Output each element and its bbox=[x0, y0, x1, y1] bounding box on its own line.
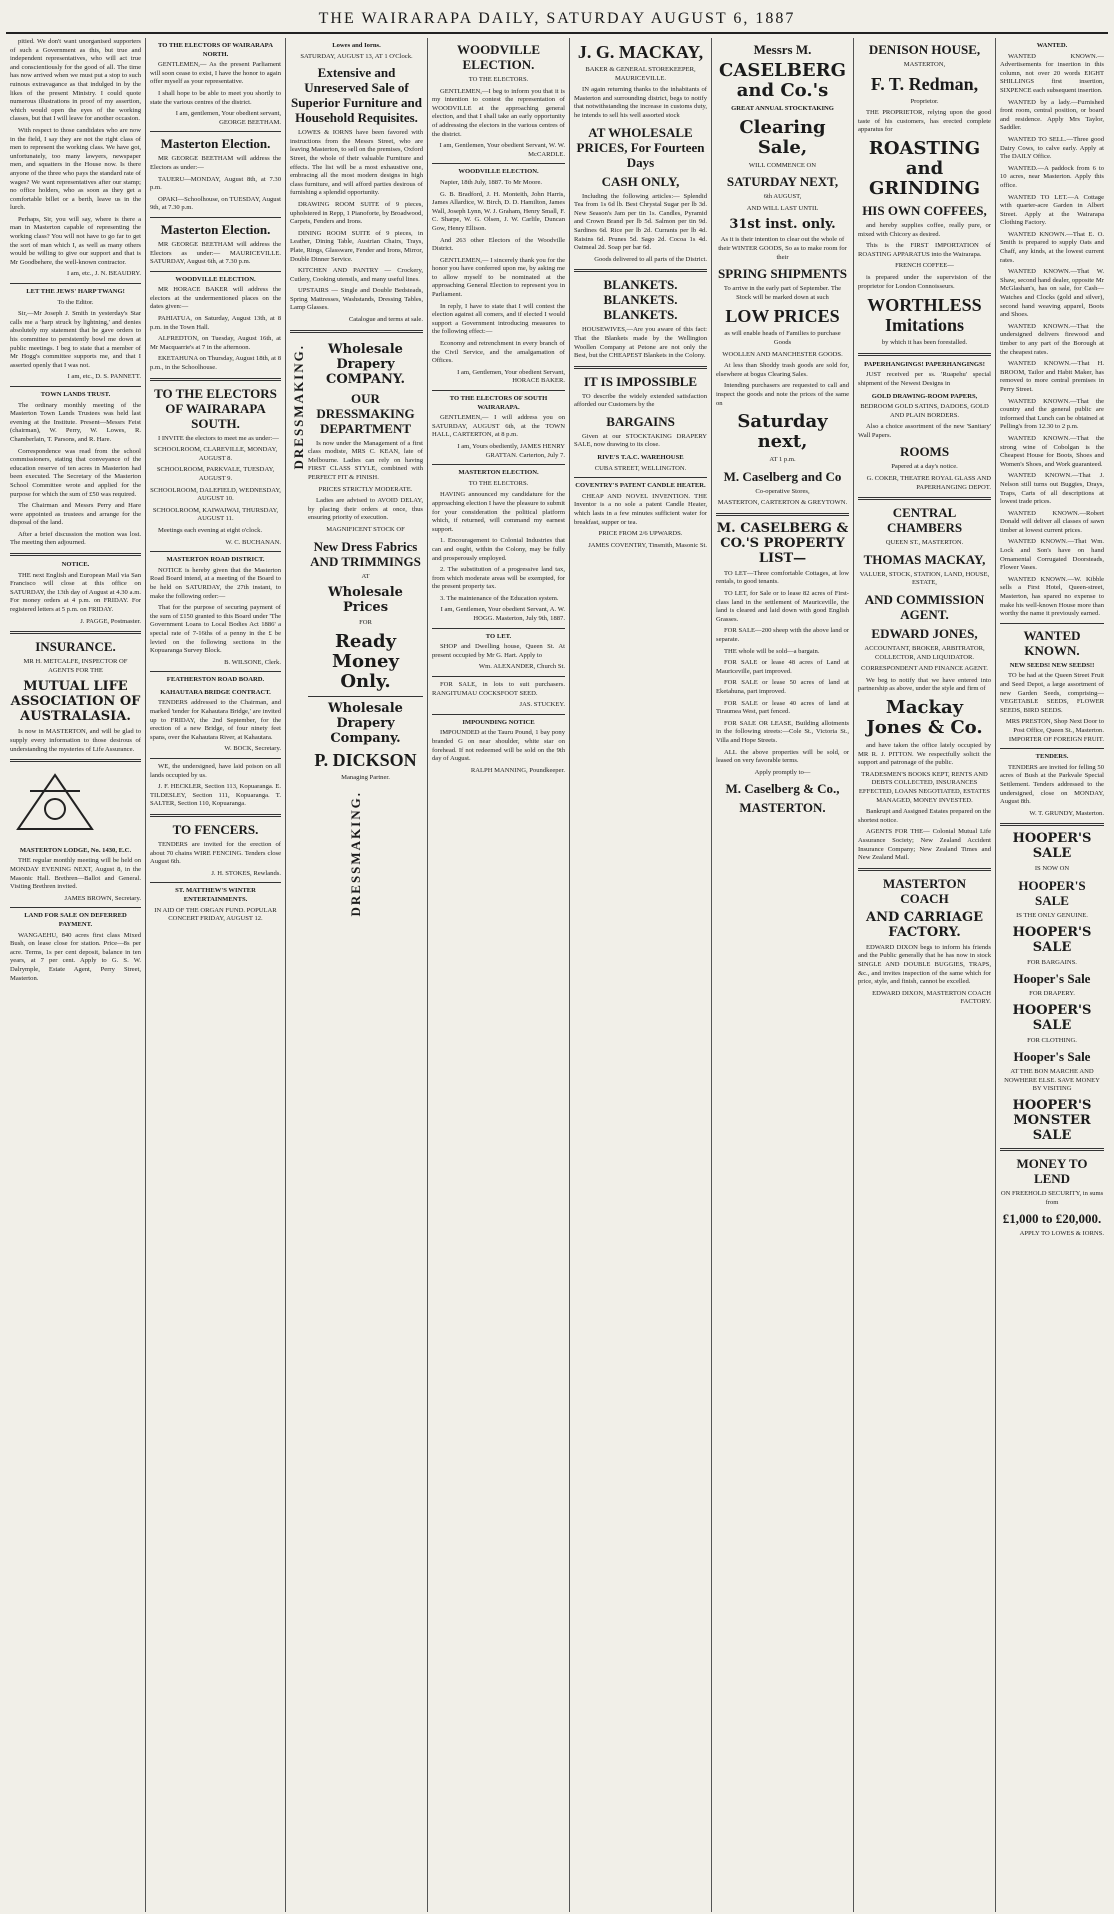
divider bbox=[150, 551, 281, 552]
divider bbox=[150, 882, 281, 883]
divider bbox=[10, 907, 141, 908]
property-item: FOR SALE or lease 40 acres of land at Tiraumea West, part fenced. bbox=[716, 699, 849, 716]
hooper-text: AT THE BON MARCHE AND NOWHERE ELSE. SAVE MONEY BY VISITING bbox=[1004, 1068, 1100, 1093]
caselberg-text: Intending purchasers are requested to call and inspect the goods and note the prices of the same on bbox=[716, 382, 849, 407]
caselberg-text: WOOLLEN AND MANCHESTER GOODS. bbox=[722, 350, 843, 358]
notice-heading: FEATHERSTON ROAD BOARD. bbox=[166, 676, 265, 684]
notice-subheading: KAHAUTARA BRIDGE CONTRACT. bbox=[160, 688, 271, 696]
wanted-item: WANTED KNOWN.—W. Kibble sells a First Hotel, Queen-street, Masterton, has spared no expense to make his well-known House more than worthy the name it previously earned. bbox=[1000, 575, 1104, 618]
candle-heater-price: PRICE FROM 2/6 UPWARDS. bbox=[598, 530, 683, 538]
election-heading: TO THE ELECTORS OF SOUTH WAIRARAPA. bbox=[449, 395, 548, 411]
denison-paragraph: This is the FIRST IMPORTATION of ROASTING APPARATUS into the Wairarapa. bbox=[858, 242, 991, 258]
election-paragraph: 1. Encouragement to Colonial Industries that can and ought, within the Colony, may be fully and prosperously employed. bbox=[432, 537, 565, 562]
caselberg-text: 6th AUGUST, bbox=[763, 193, 802, 201]
caselberg-footer-name: M. Caselberg & Co., bbox=[725, 781, 840, 797]
notice-signature: I am, gentlemen, Your obedient servant, GEORGE BEETHAM. bbox=[175, 110, 281, 126]
divider bbox=[858, 353, 991, 356]
election-signature: I am, Gentlemen, Your obedient Servant, A. W. HOGG. Masterton, July 9th, 1887. bbox=[440, 606, 565, 623]
department-name: OUR DRESSMAKING DEPARTMENT bbox=[316, 390, 415, 436]
caselberg-text: To arrive in the early part of September. The Stock will be marked down at such bbox=[723, 285, 842, 301]
hooper-headline: HOOPER'S SALE bbox=[1012, 1002, 1092, 1033]
store-name: J. G. MACKAY, bbox=[577, 42, 704, 62]
property-item: FOR SALE—200 sheep with the above land or separate. bbox=[716, 627, 849, 644]
to-let-heading: TO LET. bbox=[485, 632, 512, 640]
masonic-emblem-icon bbox=[10, 771, 100, 835]
insurance-company-name: MUTUAL LIFE ASSOCIATION OF AUSTRALASIA. bbox=[10, 679, 141, 725]
divider bbox=[716, 513, 849, 516]
denison-text: by which it has been forestalled. bbox=[881, 339, 968, 347]
store-price-list: Including the following articles:— Splendid Tea from 1s 6d lb. Best Chrystal Sugar per lb 3d. New Season's Jam per tin 1s. Candles, Pyramid and Crown Brand per lb 5d. Salmon per tin 9d. Sardines 6d. Rice per lb 2d. Currants per lb 4d. Raisins 6d. Prunes 5d. Sago 2d. Cocoa 1s 4d. Oatmeal 2d. Soap per bar 6d. bbox=[574, 192, 707, 252]
wanted-item: WANTED KNOWN.—That J. Nelson still turns out Buggies, Drays, Traps, Carts of all descriptions at lowest trade prices. bbox=[1000, 472, 1104, 506]
company-name: Wholesale Drapery COMPANY. bbox=[326, 341, 405, 387]
property-item: TO LET—Three comfortable Cottages, at low rentals, to good tenants. bbox=[716, 569, 849, 586]
paperhangings-paragraph: Also a choice assortment of the new 'Sanitary' Wall Papers. bbox=[858, 423, 991, 439]
divider bbox=[432, 628, 565, 629]
divider bbox=[10, 553, 141, 556]
election-paragraph: G. B. Bradford, J. H. Monteith, John Harris, James Allardice, W. Birch, D. D. Hamilton, James Wall, Joseph Lynn, W. J. Graham, Henry Small, F. C. Sharpe, W. G. Olsen, J. W. Carlile, Duncan Gow, Henry Ellison. bbox=[432, 190, 565, 232]
coach-paragraph: EDWARD DIXON begs to inform his friends and the Public generally that he has now in stock SINGLE AND DOUBLE BUGGIES, TRAPS, &c., and invites inspection of the same which for price, style, and finish, cannot be excelled. bbox=[858, 943, 991, 986]
caselberg-store-name: M. Caselberg and Co bbox=[723, 468, 842, 484]
ad-headline: New Dress Fabrics AND TRIMMINGS bbox=[310, 538, 421, 569]
letter-paragraph: pitied. We don't want unorganised supporters of such a Government as this, but true and independent representatives, who will act true and conscientiously for the good of all. The time has now arrived when we must put a stop to such ruinous extravagance as that indulged in by the likes of the present Ministry. I could quote numerous illustrations in proof of my assertion, which would open the eyes of the working classes, but that I will leave for another occasion. bbox=[10, 38, 141, 123]
wanted-item: WANTED KNOWN.—Robert Donald will deliver all classes of sawn timber at lowest current prices. bbox=[1000, 509, 1104, 534]
concert-heading: ST. MATTHEW'S WINTER ENTERTAINMENTS. bbox=[175, 887, 256, 903]
caselberg-text: As it is their intention to clear out the whole of their WINTER GOODS, So as to make room for their bbox=[718, 236, 847, 261]
proprietor-name: F. T. Redman, bbox=[870, 73, 979, 94]
wanted-item: WANTED KNOWN.—That the undersigned delivers firewood and timber to any part of the Borough at the cheapest rates. bbox=[1000, 322, 1104, 356]
hooper-headline: HOOPER'S SALE bbox=[1012, 924, 1092, 955]
impossible-paragraph: TO describe the widely extended satisfaction afforded our Customers by the bbox=[574, 392, 707, 409]
notice-paragraph: THE next English and European Mail via San Francisco will close at this office on SATURDAY, the 13th day of August at 4.30 a.m. For money orders at 4 p.m. on FRIDAY. For registered letters at 5 p.m. on FRIDAY. bbox=[10, 571, 141, 614]
store-headline: CASH ONLY, bbox=[601, 173, 680, 189]
wanted-item: WANTED KNOWN.—That E. O. Smith is prepared to supply Oats and Chaff, any kinds, at the lowest current rates. bbox=[1000, 230, 1104, 264]
ad-text: PRICES STRICTLY MODERATE. bbox=[318, 485, 413, 493]
wanted-item: WANTED KNOWN.—That Wm. Lock and Son's have on hand Ornamental Corrugated Doorsteads, Flower Vases. bbox=[1000, 538, 1104, 572]
caselberg-text: At less than Shoddy trash goods are sold for, elsewhere at bogus Clearing Sales. bbox=[716, 362, 849, 378]
wanted-heading: WANTED. bbox=[1036, 42, 1068, 49]
caselberg-headline: 31st inst. only. bbox=[729, 217, 836, 233]
meeting-item: SCHOOLROOM, PARKVALE, TUESDAY, AUGUST 9. bbox=[156, 466, 275, 482]
divider bbox=[1000, 623, 1104, 624]
partnership-name: Mackay Jones & Co. bbox=[866, 697, 983, 738]
divider bbox=[574, 477, 707, 478]
property-list-heading: M. CASELBERG & CO.'S PROPERTY LIST— bbox=[716, 520, 849, 566]
candle-heater-heading: COVENTRY'S PATENT CANDLE HEATER. bbox=[575, 482, 706, 490]
lodge-paragraph: THE regular monthly meeting will be held on MONDAY EVENING NEXT, August 8, in the Masonic Hall. Brethren—Ballot and General. Visiting Brethren invited. bbox=[10, 857, 141, 891]
warehouse-address: CUBA STREET, WELLINGTON. bbox=[594, 464, 687, 472]
election-paragraph: HAVING announced my candidature for the approaching election I have the pleasure to submit for your consideration the political platform which, if returned, will command my earnest support. bbox=[432, 491, 565, 533]
wanted-item: WANTED KNOWN.—That H. BROOM, Tailor and Habit Maker, has removed to more central premises in Perry Street. bbox=[1000, 360, 1104, 393]
caselberg-footer-town: MASTERTON. bbox=[739, 800, 826, 816]
divider bbox=[290, 330, 423, 333]
agent-heading: AND COMMISSION AGENT. bbox=[864, 592, 985, 623]
masthead: THE WAIRARAPA DAILY, SATURDAY AUGUST 6, 1887 bbox=[6, 6, 1108, 34]
notice-paragraph: I shall hope to be able to meet you shortly to state the various centres of the district. bbox=[150, 89, 281, 106]
agent-name: EDWARD JONES, bbox=[871, 626, 978, 642]
fencers-heading: TO FENCERS. bbox=[172, 822, 259, 837]
poison-list: J. F. HECKLER, Section 113, Kopuaranga. E. TILDESLEY, Section 111, Kopuaranga. T. SALTER, Section 110, Kopuaranga. bbox=[150, 783, 281, 808]
letter-paragraph: Perhaps, Sir, you will say, where is there a man in Masterton capable of representing the working class? You will not have to go far to get the sort of man which I, as well as many others would be willing to give our support and that is Mr Goodbehere, the well-known contractor. bbox=[10, 215, 141, 266]
denison-paragraph: is prepared under the supervision of the proprietor for London Connoisseurs. bbox=[858, 273, 991, 290]
wanted-item: WANTED.—A paddock from 6 to 10 acres, near Masterton. Apply this office. bbox=[1000, 164, 1104, 189]
bargains-heading: BARGAINS bbox=[606, 413, 675, 429]
denison-text: FRENCH COFFEE— bbox=[895, 262, 954, 270]
article-paragraph: After a brief discussion the motion was lost. The meeting then adjourned. bbox=[10, 530, 141, 547]
caselberg-date-headline: SATURDAY NEXT, bbox=[726, 174, 839, 190]
election-paragraph: MR GEORGE BEETHAM will address the Electors as under:— MAURICEVILLE. SATURDAY, August 6th, at 7.30 p.m. bbox=[150, 240, 281, 266]
agents-list: AGENTS FOR THE— Colonial Mutual Life Assurance Society; New Zealand Accident Insurance Company; New Zealand Times and New Zealand Mail. bbox=[858, 828, 991, 862]
tenders-paragraph: TENDERS are invited for felling 50 acres of Bush at the Parkvale Special Settlement. Tenders addressed to the undersigned, close on MONDAY, August 8th. bbox=[1000, 763, 1104, 806]
article-subheading: To the Editor. bbox=[57, 298, 94, 306]
divider bbox=[1000, 1148, 1104, 1151]
meeting-item: SCHOOLROOM, DALEFIELD, WEDNESDAY, AUGUST 10. bbox=[150, 486, 281, 503]
seed-signature: JAS. STUCKEY. bbox=[519, 701, 565, 709]
impounding-heading: IMPOUNDING NOTICE bbox=[462, 718, 535, 726]
store-footer: Goods delivered to all parts of the District. bbox=[594, 255, 707, 263]
divider bbox=[432, 676, 565, 677]
lodge-heading: MASTERTON LODGE, No. 1430, E.C. bbox=[19, 846, 132, 854]
hooper-text: IS NOW ON bbox=[1034, 865, 1070, 873]
property-item: THE whole will be sold—a bargain. bbox=[724, 647, 820, 655]
candle-heater-signature: JAMES COVENTRY, Tinsmith, Masonic St. bbox=[588, 541, 707, 549]
election-heading: TO THE ELECTORS OF WAIRARAPA SOUTH. bbox=[154, 385, 277, 431]
divider bbox=[150, 217, 281, 218]
ad-text: AT bbox=[361, 572, 370, 580]
election-signature: W. C. BUCHANAN. bbox=[225, 538, 281, 546]
property-item: FOR SALE or lease 50 acres of land at Eketahuna, part improved. bbox=[716, 679, 849, 695]
notice-signature: J. PAGGE, Postmaster. bbox=[80, 617, 141, 625]
blankets-heading: BLANKETS. BLANKETS. BLANKETS. bbox=[603, 277, 678, 323]
column-1 bbox=[6, 38, 146, 1912]
election-paragraph: TAUERU—MONDAY, August 8th, at 7.30 p.m. bbox=[150, 175, 281, 192]
poison-notice: WE, the undersigned, have laid poison on all lands occupied by us. bbox=[150, 763, 281, 779]
chambers-heading: CENTRAL CHAMBERS bbox=[886, 505, 963, 536]
election-paragraph: And 263 other Electors of the Woodville District. bbox=[432, 236, 565, 253]
agent-title: VALUER, STOCK, STATION, LAND, HOUSE, ESTATE, bbox=[859, 570, 990, 587]
auction-date: SATURDAY, AUGUST 13, AT 1 O'Clock. bbox=[300, 52, 413, 60]
article-heading: TOWN LANDS TRUST. bbox=[40, 390, 111, 398]
fencers-signature: J. H. STOKES, Rewlands. bbox=[211, 869, 281, 877]
election-signature: I am, Gentlemen, Your obedient Servant, W. W. McCARDLE. bbox=[439, 142, 565, 158]
divider bbox=[858, 497, 991, 500]
column-2 bbox=[146, 38, 286, 1912]
notice-paragraph: GENTLEMEN,— As the present Parliament will soon cease to exist, I have the honor to again offer myself as your representative. bbox=[150, 61, 281, 86]
coach-heading: MASTERTON COACH bbox=[882, 875, 967, 906]
letter-signature: I am, etc., D. S. PANNETT. bbox=[67, 373, 141, 381]
notice-paragraph: NOTICE is hereby given that the Masterton Road Board intend, at a meeting of the Board to be held on SATURDAY, the 27th instant, to make the following order:— bbox=[150, 566, 281, 600]
meeting-item: SCHOOLROOM, CLAREVILLE, MONDAY, AUGUST 8. bbox=[153, 446, 278, 462]
warehouse-name: RIVE'S T.A.C. WAREHOUSE bbox=[597, 454, 684, 462]
caselberg-text: Co-operative Stores, bbox=[755, 487, 810, 495]
ad-paragraph: Is now under the Management of a first class modiste, MRS C. KEAN, late of Melbourne. Ladies can rely on having FIRST CLASS STYLE, combined with PERFECT FIT & FINISH. bbox=[308, 439, 423, 482]
election-paragraph: EKETAHUNA on Thursday, August 18th, at 8 p.m., in the Schoolhouse. bbox=[150, 355, 281, 372]
partnership-paragraph: We beg to notify that we have entered into partnership as above, under the style and firm of bbox=[858, 676, 991, 693]
divider bbox=[10, 759, 141, 762]
ad-text: MAGNIFICENT STOCK OF bbox=[326, 526, 405, 533]
paperhangings-heading: PAPERHANGINGS! PAPERHANGINGS! bbox=[864, 360, 985, 368]
election-paragraph: ALFREDTON, on Tuesday, August 16th, at Mr Macquarrie's at 7 in the afternoon. bbox=[150, 335, 281, 351]
wanted-item: WANTED TO SELL.—Three good Dairy Cows, to calve early. Apply at The DAILY Office. bbox=[1000, 135, 1104, 161]
agent-name: THOMAS MACKAY, bbox=[863, 551, 986, 567]
election-paragraph: 2. The substitution of a progressive land tax, from which moderate areas will be exempted, for the present property tax. bbox=[432, 566, 565, 591]
ad-headline: Ready Money Only. bbox=[332, 630, 399, 692]
election-paragraph: In reply, I have to state that I will contest the election against all comers, and if elected I would support a Government introducing measures to the following effect:— bbox=[432, 302, 565, 336]
wanted-item: WANTED KNOWN.—That W. Shaw, second hand dealer, opposite Mr McGlashan's, has on sale, for Cash—Watches and Clocks (gold and silver), second hand weaving apparel, Boots and Shoes. bbox=[1000, 268, 1104, 319]
divider bbox=[432, 464, 565, 465]
notice-heading: NOTICE. bbox=[61, 561, 90, 569]
article-heading: LET THE JEWS' HARP TWANG! bbox=[26, 288, 125, 296]
property-item: FOR SALE OR LEASE, Building allotments in the following streets:—Cole St., Victoria St., Villa and Hope Streets. bbox=[716, 719, 849, 744]
election-paragraph: OPAKI—Schoolhouse, on TUESDAY, August 9th, at 7.30 p.m. bbox=[150, 195, 281, 212]
article-paragraph: The ordinary monthly meeting of the Masterton Town Lands Trustees was held last evening at the Institute. Present—Messrs Feist (chairman), W. Perry, W. Lowes, R. Chamberlain, T. Parsons, and R. Hare. bbox=[10, 401, 141, 443]
denison-town: MASTERTON, bbox=[903, 61, 946, 68]
seed-paragraph: FOR SALE, in lots to suit purchasers. RANGITUMAU COCKSFOOT SEED. bbox=[432, 681, 565, 697]
imitations-headline: WORTHLESS Imitations bbox=[867, 295, 982, 336]
election-heading: WOODVILLE ELECTION. bbox=[456, 42, 541, 72]
ad-headline: Wholesale Prices bbox=[328, 585, 403, 616]
hooper-headline: HOOPER'S SALE bbox=[1012, 831, 1092, 862]
store-headline: AT WHOLESALE PRICES, For Fourteen Days bbox=[576, 124, 705, 170]
election-paragraph: GENTLEMEN,—I beg to inform you that it is my intention to contest the representation of WOODVILLE at the approaching general election, and that I shall take an early opportunity of addressing the electors in the various centres of the district. bbox=[432, 87, 565, 138]
insurance-text: MR H. METCALFE, INSPECTOR OF AGENTS FOR THE bbox=[23, 658, 128, 674]
divider bbox=[432, 163, 565, 164]
dressmaking-vertical-label: DRESSMAKING. bbox=[290, 343, 306, 470]
election-heading: WOODVILLE ELECTION. bbox=[458, 168, 539, 176]
election-paragraph: GENTLEMEN,— I will address you on SATURDAY, AUGUST 6th, at the TOWN HALL, CARTERTON, at 8 p.m. bbox=[432, 414, 565, 439]
paperhangings-text: Papered at a day's notice. bbox=[891, 463, 958, 471]
dressmaking-vertical-label: DRESSMAKING. bbox=[348, 791, 364, 917]
tenders-heading: TENDERS. bbox=[1035, 753, 1069, 761]
paperhangings-paragraph: JUST received per ss. 'Ruapehu' special shipment of the Newest Designs in bbox=[858, 371, 991, 387]
company-name: Wholesale Drapery Company. bbox=[328, 700, 403, 746]
caselberg-text: MASTERTON, CARTERTON & GREYTOWN. bbox=[717, 499, 848, 507]
election-paragraph: Napier, 18th July, 1887. To Mr Moore. bbox=[440, 178, 543, 186]
caselberg-text: as will enable heads of Families to purchase Goods bbox=[724, 330, 841, 346]
denison-paragraph: THE PROPRIETOR, relying upon the good taste of his customers, has erected complete apparatus for bbox=[858, 109, 991, 134]
money-amount: £1,000 to £20,000. bbox=[1002, 1211, 1102, 1227]
column-8 bbox=[996, 38, 1108, 1912]
notice-heading: TO THE ELECTORS OF WAIRARAPA NORTH. bbox=[158, 42, 273, 58]
concert-text: IN AID OF THE ORGAN FUND. POPULAR CONCERT FRIDAY, AUGUST 12. bbox=[154, 906, 277, 923]
property-item: FOR SALE or lease 48 acres of Land at Mauriceville, part improved. bbox=[716, 659, 849, 675]
election-paragraph: Meetings each evening at eight o'clock. bbox=[158, 526, 263, 534]
hooper-text: IS THE ONLY GENUINE. bbox=[1016, 911, 1088, 919]
caselberg-text: WILL COMMENCE ON bbox=[748, 161, 817, 169]
election-subheading: TO THE ELECTORS. bbox=[468, 479, 529, 487]
election-subheading: TO THE ELECTORS. bbox=[468, 76, 529, 83]
seeds-paragraph: TO be had at the Queen Street Fruit and Seed Depot, a large assortment of new Garden Seeds, comprising— VEGETABLE SEEDS, FLOWER SEEDS, BIRD SEEDS. bbox=[1000, 672, 1104, 714]
hooper-text: FOR CLOTHING. bbox=[1027, 1036, 1077, 1044]
manager-title: Managing Partner. bbox=[341, 773, 390, 781]
caselberg-heading: Messrs M. bbox=[753, 42, 812, 57]
impounding-paragraph: IMPOUNDED at the Tauru Pound, 1 bay pony branded G on near shoulder, white star on forehead. If not redeemed will be sold on the 9th day of August. bbox=[432, 729, 565, 763]
wanted-item: WANTED TO LET.—A Cottage with quarter-acre Garden in Albert Street. Apply at the Wairarapa Clothing Factory. bbox=[1000, 193, 1104, 227]
notice-paragraph: TENDERS addressed to the Chairman, and marked 'tender for Kahautara Bridge,' are invited up to FRIDAY, the 2nd September, for the erection of a new Bridge, of four ninety feet spans, over the Kahautara River, at Kahautara. bbox=[150, 699, 281, 741]
agent-title: CORRESPONDENT AND FINANCE AGENT. bbox=[861, 665, 988, 673]
divider bbox=[574, 366, 707, 369]
wanted-item: WANTED KNOWN.—Advertisements for insertion in this column, not over 20 words EIGHT SHILLINGS first insertion, SIXPENCE each subsequent insertion. bbox=[1000, 52, 1104, 94]
election-signature: I am, Yours obediently, JAMES HENRY GRATTAN. Carterton, July 7. bbox=[457, 442, 565, 459]
seeds-subheading: NEW SEEDS! NEW SEEDS!! bbox=[1009, 661, 1095, 669]
letter-signature: I am, etc., J. N. BEAUDRY. bbox=[66, 270, 141, 278]
column-3 bbox=[286, 38, 428, 1912]
meeting-item: SCHOOLROOM, KAIWAIWAI, THURSDAY, AUGUST 11. bbox=[152, 506, 279, 523]
caselberg-name: CASELBERG and Co.'s bbox=[719, 60, 846, 101]
paperhangings-signature: G. COKER, THEATRE ROYAL GLASS AND PAPERHANGING DEPOT. bbox=[866, 475, 991, 491]
election-paragraph: MR GEORGE BEETHAM will address the Electors as under:— bbox=[150, 155, 281, 171]
letter-paragraph: With respect to those candidates who are now in the field, I say they are not the right class of men to represent the working class. We have got, unfortunately, too many lawyers, newspaper men, and squatters in the House now. Is there anyone of the three who pays the standard rate of wages? We want representatives after our stamp; no office holders, who as soon as they get a comfortable billet or a berth, leave us in the lurch. bbox=[10, 126, 141, 212]
election-paragraph: MR HORACE BAKER will address the electors at the undermentioned places on the dates given:— bbox=[150, 286, 281, 311]
divider bbox=[150, 271, 281, 272]
wanted-item: WANTED by a lady.—Furnished front room, central position, or board and residence. Apply Mrs Taylor, Saddler. bbox=[1000, 98, 1104, 132]
property-item: TO LET, for Sale or to lease 82 acres of First-class land in the settlement of Mauriceville, the land is cleared and laid down with good English Grasses. bbox=[716, 590, 849, 623]
paperhangings-text: BEDROOM GOLD SATINS, DADOES, GOLD AND PLAIN BORDERS. bbox=[860, 403, 989, 419]
auction-footer: Catalogue and terms at sale. bbox=[348, 316, 423, 324]
property-item: ALL the above properties will be sold, or leased on very favorable terms. bbox=[716, 748, 849, 765]
partnership-services: TRADESMEN'S BOOKS KEPT, RENTS AND DEBTS COLLECTED, INSURANCES EFFECTED, LOANS NEGOTIATED, ESTATES MANAGED, MONEY INVESTED. bbox=[858, 770, 991, 804]
agent-title: ACCOUNTANT, BROKER, ARBITRATOR, COLLECTOR, AND LIQUIDATOR. bbox=[864, 645, 985, 661]
caselberg-headline: SPRING SHIPMENTS bbox=[718, 266, 847, 282]
hooper-headline: HOOPER'S SALE bbox=[1018, 877, 1086, 908]
dressmaking-ad bbox=[290, 338, 423, 786]
seeds-heading: WANTED KNOWN. bbox=[1023, 627, 1081, 658]
auction-title: Extensive and Unreserved Sale of Superior Furniture and Household Requisites. bbox=[291, 65, 422, 126]
caselberg-headline: LOW PRICES bbox=[725, 306, 840, 327]
bargains-paragraph: Given at our STOCKTAKING DRAPERY SALE, now drawing to its close. bbox=[574, 432, 707, 449]
seeds-signature: MRS PRESTON, Shop Next Door to Post Office, Queen St., Masterton. IMPORTER OF FOREIGN FRUIT. bbox=[1005, 718, 1104, 743]
hooper-text: FOR BARGAINS. bbox=[1027, 958, 1077, 966]
partnership-paragraph: and have taken the office lately occupied by MR R. J. PITTON. We respectfully solicit the support and patronage of the public. bbox=[858, 742, 991, 767]
rooms-headline: ROOMS bbox=[899, 444, 950, 460]
election-heading: Masterton Election. bbox=[160, 136, 271, 152]
money-headline: MONEY TO LEND bbox=[1016, 1156, 1088, 1187]
auction-heading: Lowes and Iorns. bbox=[332, 42, 381, 49]
divider bbox=[150, 758, 281, 759]
caselberg-subheading: GREAT ANNUAL STOCKTAKING bbox=[731, 105, 834, 112]
paperhangings-item: GOLD DRAWING-ROOM PAPERS, bbox=[871, 392, 978, 400]
notice-signature: W. BOCK, Secretary. bbox=[224, 745, 281, 753]
column-6 bbox=[712, 38, 854, 1912]
wanted-item: WANTED KNOWN.—That the country and the general public are informed that Lunch can be obtained at Pelling's from 12.30 to 2 p.m. bbox=[1000, 397, 1104, 431]
land-paragraph: WANGAEHU, 840 acres first class Mixed Bush, on lease close for station. Price—8s per acre. Terms, 1s per cent deposit, balance in ten years, at 7 per cent. Apply to G. S. W. Dalrymple, Estate Agent, Perry Street, Masterton. bbox=[10, 931, 141, 982]
manager-name: P. DICKSON bbox=[314, 749, 417, 770]
column-7 bbox=[854, 38, 996, 1912]
money-text: ON FREEHOLD SECURITY, in sums from bbox=[1000, 1190, 1104, 1206]
divider bbox=[150, 671, 281, 672]
wanted-item: WANTED KNOWN.—That the strong wine of Cobolgan is the Cheapest House for Boots, Shoes and Women's Shoes, and Work guaranteed. bbox=[1000, 434, 1104, 468]
election-paragraph: I INVITE the electors to meet me as under:— bbox=[158, 434, 279, 442]
denison-paragraph: and hereby supplies coffee, really pure, or mixed with Chicory as desired. bbox=[858, 221, 991, 238]
notice-paragraph: That for the purpose of securing payment of the sum of £150 granted to this Board under 'The Government Loans to Local Bodies Act 1886' a special rate of 7-16ths of a penny in the £ be levied on the following sections in the Kopuaranga Survey Block. bbox=[150, 604, 281, 655]
impossible-heading: IT IS IMPOSSIBLE bbox=[583, 373, 698, 389]
auction-paragraph: KITCHEN AND PANTRY — Crockery, Cutlery, Cooking utensils, and many useful lines. bbox=[290, 267, 423, 283]
divider bbox=[1000, 748, 1104, 749]
divider bbox=[574, 269, 707, 272]
tenders-signature: W. T. GRUNDY, Masterton. bbox=[1029, 809, 1104, 817]
clearing-sale-headline: Clearing Sale, bbox=[739, 116, 826, 158]
divider bbox=[432, 390, 565, 391]
money-signature: APPLY TO LOWES & IORNS. bbox=[1019, 1230, 1104, 1238]
caselberg-headline: Saturday next, bbox=[737, 411, 828, 453]
property-text: Apply promptly to— bbox=[754, 768, 811, 776]
auction-paragraph: LOWES & IORNS have been favored with instructions from the Messrs Street, who are leaving Masterton, to sell on the premises, Oxford Street, the whole of their valuable Furniture and effects. The list will be a most exhaustive one, embracing all the most modern designs in high class furniture, and will afford parties desirous of furnishing a splendid opportunity. bbox=[290, 129, 423, 197]
store-paragraph: IN again returning thanks to the inhabitants of Masterton and surrounding district, begs to notify that notwithstanding the increase in customs duty, he intends to sell his well assorted stock bbox=[574, 86, 707, 119]
notice-signature: B. WILSONE, Clerk. bbox=[224, 658, 281, 666]
columns bbox=[6, 38, 1108, 1912]
election-paragraph: Economy and retrenchment in every branch of the Civil Service, and the amalgamation of Offices. bbox=[432, 340, 565, 365]
divider bbox=[150, 814, 281, 817]
divider bbox=[858, 868, 991, 871]
blankets-paragraph: HOUSEWIVES,—Are you aware of this fact: That the Blankets made by the Wellington Woollen Company at Petone are not only the Best, but the CHEAPEST Blankets in the Colony. bbox=[574, 326, 707, 360]
election-heading: Masterton Election. bbox=[160, 221, 271, 237]
roasting-headline: ROASTING and GRINDING bbox=[868, 137, 981, 199]
divider bbox=[1000, 823, 1104, 826]
hooper-text: FOR DRAPERY. bbox=[1029, 990, 1075, 998]
coach-subheading: AND CARRIAGE FACTORY. bbox=[866, 909, 983, 940]
auction-paragraph: DRAWING ROOM SUITE of 9 pieces, upholstered in Repp, 1 Pianoforte, by Broadwood, Carpets, Fenders and Irons. bbox=[290, 200, 423, 226]
denison-heading: DENISON HOUSE, bbox=[868, 42, 981, 57]
column-4 bbox=[428, 38, 570, 1912]
divider bbox=[10, 386, 141, 387]
ad-paragraph: Ladies are advised to AVOID DELAY, by placing their orders at once, thus ensuring priority of execution. bbox=[308, 497, 423, 522]
divider bbox=[150, 378, 281, 381]
hooper-headline: Hooper's Sale bbox=[1013, 971, 1091, 987]
store-subtitle: BAKER & GENERAL STOREKEEPER, MAURICEVILLE. bbox=[585, 66, 696, 82]
hooper-headline: HOOPER'S MONSTER SALE bbox=[1012, 1098, 1092, 1144]
auction-paragraph: UPSTAIRS — Single and Double Bedsteads, Spring Mattresses, Washstands, Dressing Tables, Lamp Glasses. bbox=[290, 287, 423, 312]
impounding-signature: RALPH MANNING, Poundkeeper. bbox=[470, 766, 565, 774]
ad-text: FOR bbox=[359, 619, 372, 627]
to-let-signature: Wm. ALEXANDER, Church St. bbox=[478, 663, 565, 671]
election-paragraph: GENTLEMEN,— I sincerely thank you for the honor you have conferred upon me, by asking me to allow myself to be nominated at the approaching General Election to represent you in Parliament. bbox=[432, 256, 565, 299]
chambers-address: QUEEN ST., MASTERTON. bbox=[885, 539, 964, 547]
partnership-paragraph: Bankrupt and Assigned Estates prepared on the shortest notice. bbox=[858, 808, 991, 824]
insurance-paragraph: Is now in MASTERTON, and will be glad to supply every information to those desirous of understanding the mysteries of Life Assurance. bbox=[10, 728, 141, 753]
election-paragraph: 3. The maintenance of the Education system. bbox=[440, 594, 559, 602]
letter-paragraph: Sir,—Mr Joseph J. Smith in yesterday's Star calls me a 'harp struck by lightning,' and denies absolutely my statement that he gave orders to his committee to persistently bowl me down at public meetings. I beg to state that a member of Mr Hogg's committee supports me, and that I asserted openly that I was not. bbox=[10, 310, 141, 369]
divider bbox=[10, 631, 141, 634]
election-heading: WOODVILLE ELECTION. bbox=[175, 275, 256, 283]
divider bbox=[10, 283, 141, 284]
candle-heater-paragraph: CHEAP AND NOVEL INVENTION. THE Inventor is a no sole a patent Candle Heater, which lasts in a few minutes sufficient water for breakfast, supper or tea. bbox=[574, 492, 707, 526]
caselberg-text: AT 1 p.m. bbox=[769, 456, 796, 464]
election-heading: MASTERTON ELECTION. bbox=[458, 469, 539, 477]
divider bbox=[150, 131, 281, 132]
insurance-heading: INSURANCE. bbox=[35, 639, 116, 655]
article-paragraph: The Chairman and Messrs Perry and Hare were appointed as trustees and arrange for the disposal of the land. bbox=[10, 502, 141, 527]
divider bbox=[308, 696, 423, 697]
election-paragraph: PAHIATUA, on Saturday, August 13th, at 8 p.m. in the Town Hall. bbox=[150, 315, 281, 331]
hooper-headline: Hooper's Sale bbox=[1013, 1049, 1091, 1065]
to-let-paragraph: SHOP and Dwelling house, Queen St. At present occupied by Mr G. Hart. Apply to bbox=[432, 643, 565, 659]
land-heading: LAND FOR SALE ON DEFERRED PAYMENT. bbox=[24, 912, 127, 928]
article-paragraph: Correspondence was read from the school commissioners, stating that conveyance of the education reserve of ten acres in Masterton had been executed. The Secretary of the Masterton School Committee wrote and applied for the purpose for which the sum of £50 was required. bbox=[10, 447, 141, 498]
election-signature: I am, Gentlemen, Your obedient Servant, HORACE BAKER. bbox=[457, 368, 565, 385]
notice-heading: MASTERTON ROAD DISTRICT. bbox=[166, 556, 265, 564]
column-5 bbox=[570, 38, 712, 1912]
coach-signature: EDWARD DIXON, MASTERTON COACH FACTORY. bbox=[872, 989, 991, 1006]
lodge-signature: JAMES BROWN, Secretary. bbox=[64, 894, 141, 902]
proprietor-title: Proprietor. bbox=[910, 97, 939, 105]
divider bbox=[432, 714, 565, 715]
fencers-paragraph: TENDERS are invited for the erection of about 70 chains WIRE FENCING. Tenders close August 6th. bbox=[150, 841, 281, 866]
coffee-headline: HIS OWN COFFEES, bbox=[862, 202, 987, 218]
caselberg-text: AND WILL LAST UNTIL bbox=[746, 204, 819, 212]
auction-paragraph: DINING ROOM SUITE of 9 pieces, in Leather, Dining Table, Austrian Chairs, Trays, Plate, Rings, Glassware, Fender and Irons, Mirror, Double Dinner Service. bbox=[290, 229, 423, 263]
